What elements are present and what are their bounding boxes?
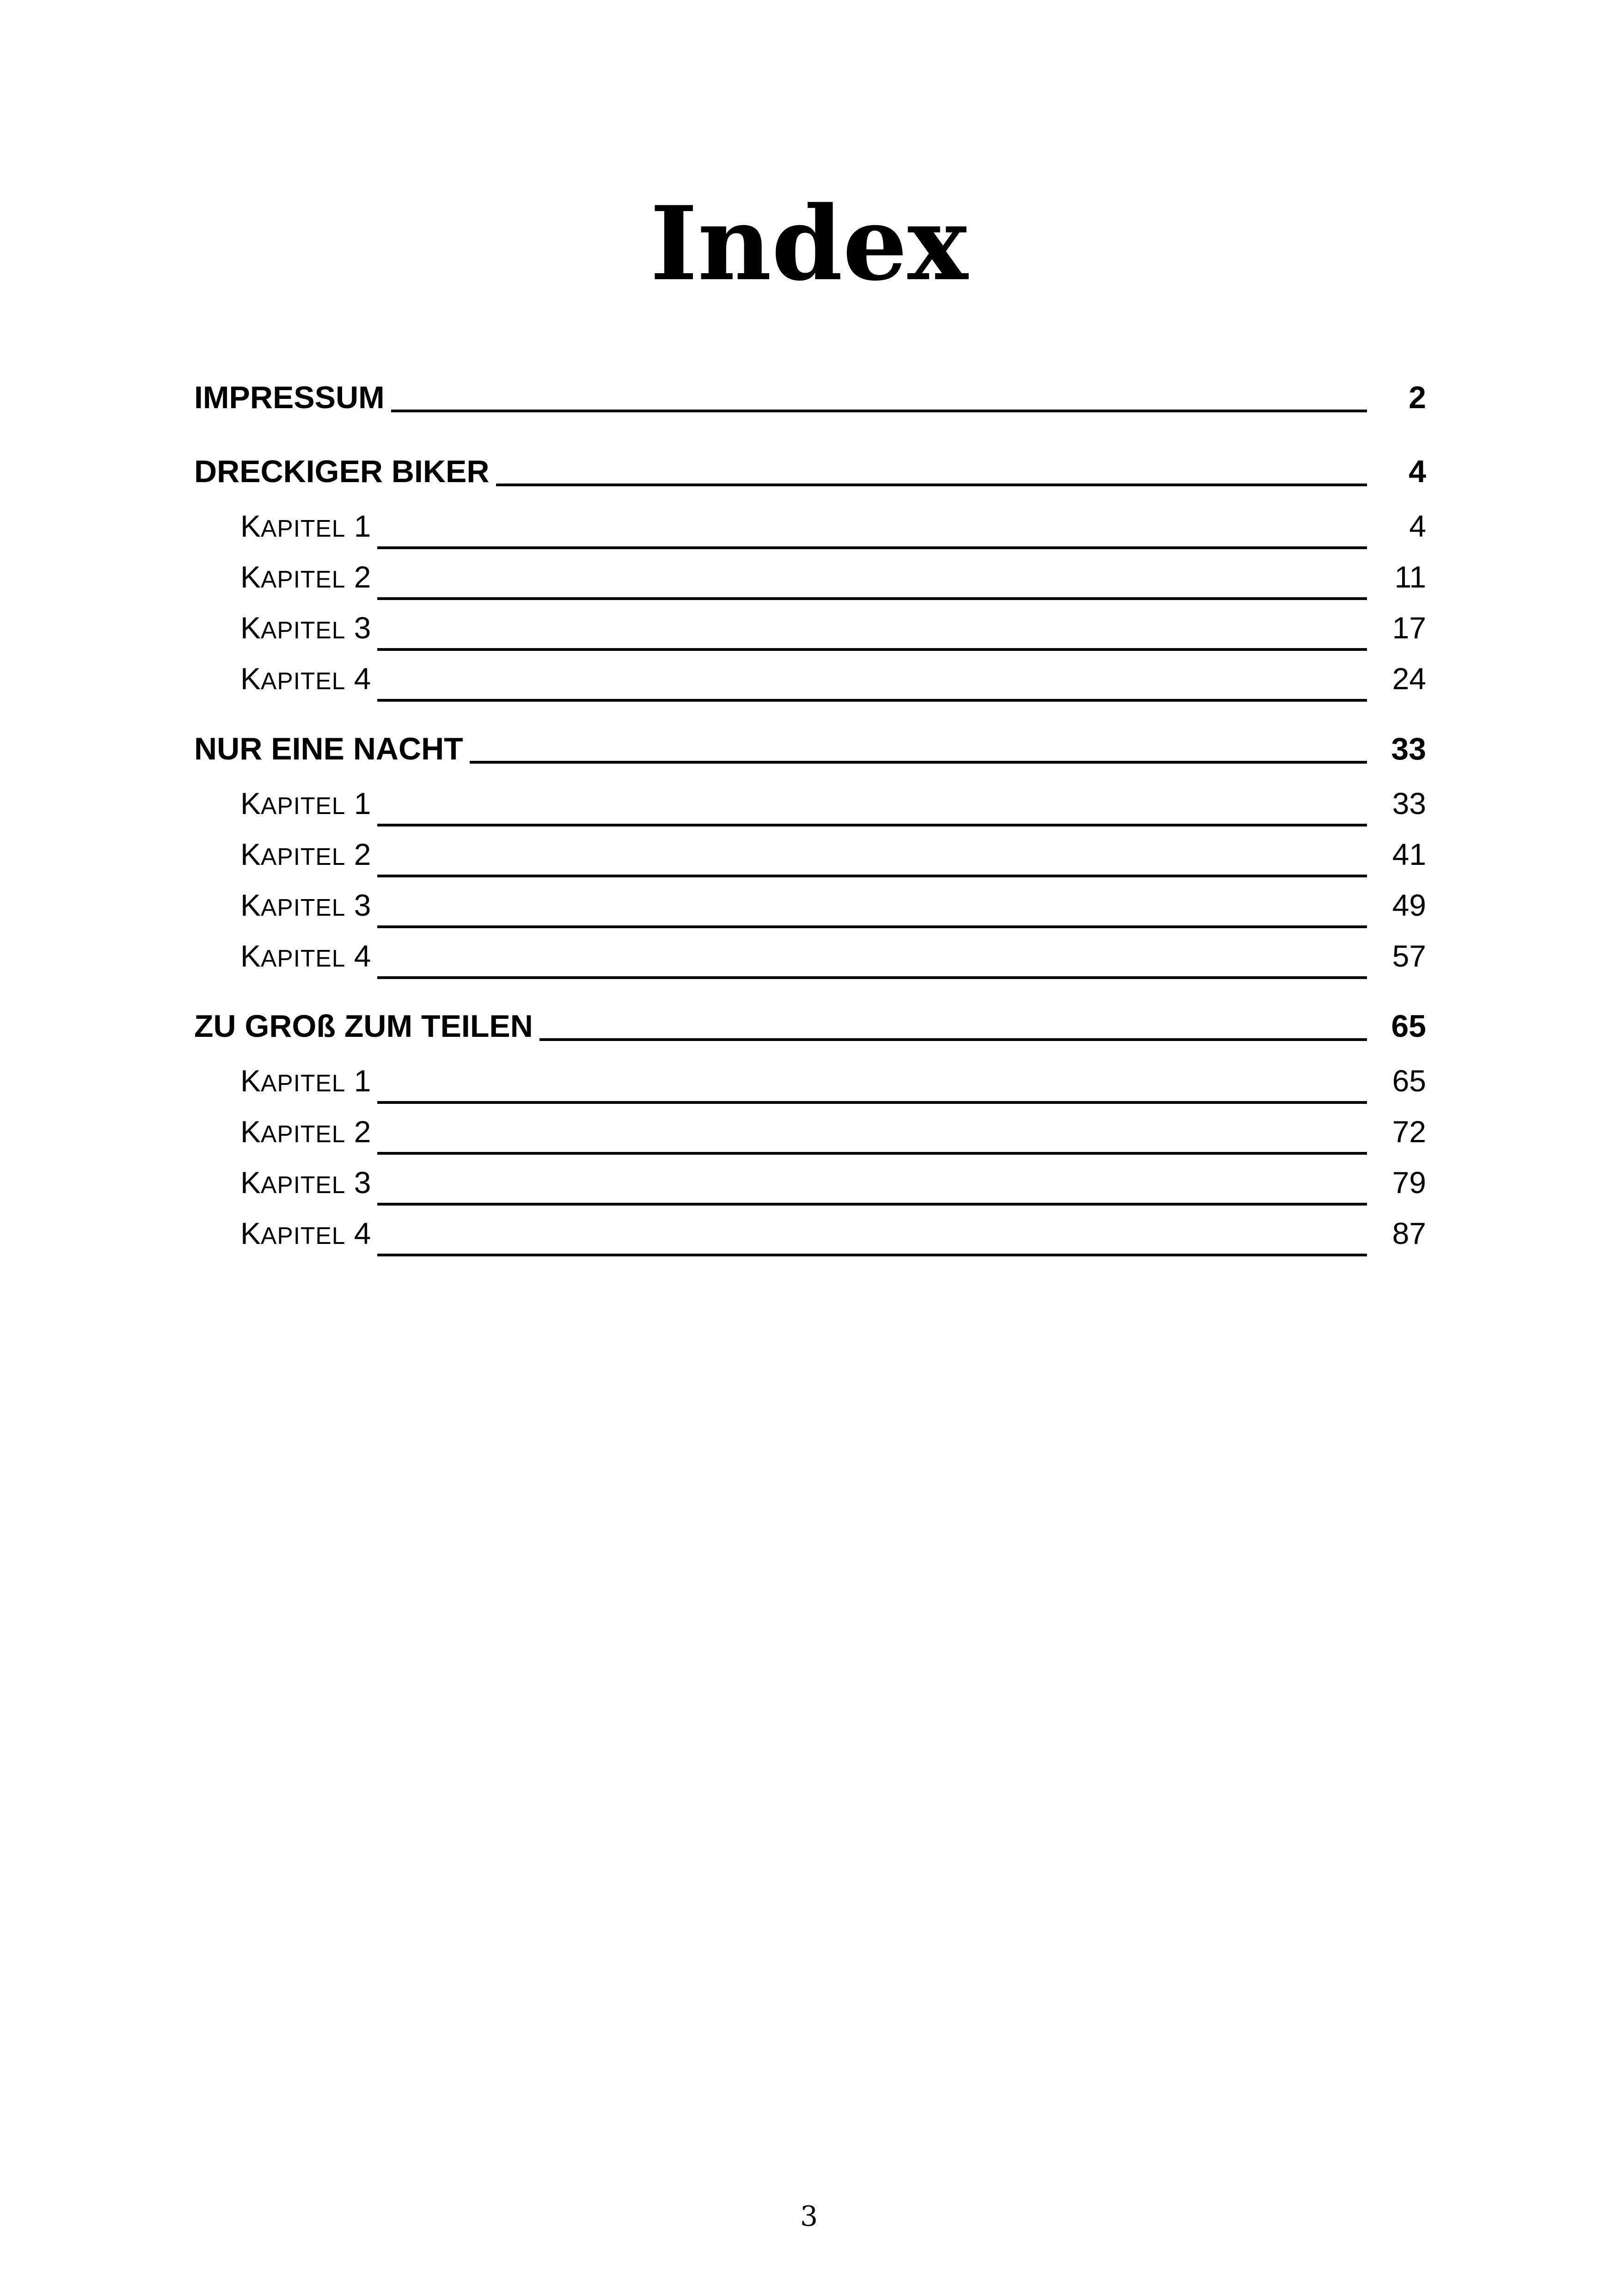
toc-chapter-entry[interactable] [194, 1165, 1426, 1216]
toc-entry-label: KAPITEL 3 [240, 611, 371, 645]
toc-page-number: 4 [1409, 454, 1426, 489]
toc-entry-label: KAPITEL 4 [240, 1216, 371, 1250]
toc-page-number: 17 [1392, 611, 1426, 645]
toc-page-number: 11 [1394, 560, 1426, 594]
toc-section-entry[interactable] [194, 361, 1426, 435]
toc-page-number: 41 [1392, 837, 1426, 871]
toc-leader-line [377, 648, 1367, 651]
toc-section-entry[interactable] [194, 989, 1426, 1063]
toc-chapter-entry[interactable] [194, 508, 1426, 559]
footer-page-number: 3 [800, 2200, 818, 2233]
toc-leader-line [377, 597, 1367, 600]
toc-chapter-entry[interactable] [194, 837, 1426, 888]
toc-entry-label: KAPITEL 3 [240, 1165, 371, 1200]
toc-page-number: 79 [1392, 1165, 1426, 1200]
toc-chapter-entry[interactable] [194, 610, 1426, 661]
toc-entry-label: DRECKIGER BIKER [194, 454, 490, 489]
toc-leader-line [377, 1253, 1367, 1256]
toc-entry-label: KAPITEL 1 [240, 1064, 371, 1098]
toc-page-number: 4 [1409, 509, 1426, 543]
toc-chapter-entry[interactable] [194, 888, 1426, 938]
toc-page-number: 65 [1391, 1009, 1426, 1044]
toc-leader-line [496, 483, 1367, 486]
toc-page-number: 72 [1392, 1114, 1426, 1149]
toc-leader-line [391, 409, 1367, 412]
toc-page-number: 57 [1392, 939, 1426, 973]
toc-section-entry[interactable] [194, 712, 1426, 786]
toc-chapter-entry[interactable] [194, 1216, 1426, 1267]
toc-leader-line [377, 698, 1367, 702]
page-title: Index [650, 184, 968, 304]
toc-entry-label: KAPITEL 1 [240, 509, 371, 543]
toc-chapter-entry[interactable] [194, 1063, 1426, 1114]
toc-page-number: 87 [1392, 1216, 1426, 1250]
toc-leader-line [377, 823, 1367, 827]
toc-entry-label: KAPITEL 3 [240, 888, 371, 922]
toc-section-entry[interactable] [194, 435, 1426, 508]
toc-chapter-entry[interactable] [194, 1114, 1426, 1165]
toc-entry-label: KAPITEL 2 [240, 1114, 371, 1149]
toc-chapter-entry[interactable] [194, 661, 1426, 712]
toc-entry-label: KAPITEL 4 [240, 939, 371, 973]
toc-leader-line [539, 1038, 1367, 1041]
toc-entry-label: KAPITEL 2 [240, 560, 371, 594]
toc-entry-label: IMPRESSUM [194, 380, 385, 415]
toc-page-number: 65 [1392, 1064, 1426, 1098]
toc-leader-line [377, 1151, 1367, 1155]
toc-leader-line [377, 925, 1367, 928]
toc-leader-line [377, 976, 1367, 979]
toc-leader-line [377, 1202, 1367, 1206]
toc-chapter-entry[interactable] [194, 786, 1426, 837]
toc-leader-line [377, 874, 1367, 877]
toc-entry-label: KAPITEL 2 [240, 837, 371, 871]
toc-leader-line [470, 760, 1367, 764]
toc-page-number: 33 [1391, 731, 1426, 766]
toc-entry-label: ZU GROß ZUM TEILEN [194, 1009, 533, 1044]
toc-leader-line [377, 1101, 1367, 1104]
toc-chapter-entry[interactable] [194, 559, 1426, 610]
toc-entry-label: KAPITEL 1 [240, 786, 371, 820]
toc-chapter-entry[interactable] [194, 938, 1426, 989]
toc-page-number: 24 [1392, 661, 1426, 696]
table-of-contents [194, 361, 1426, 1267]
toc-page-number: 49 [1392, 888, 1426, 922]
toc-entry-label: NUR EINE NACHT [194, 731, 463, 766]
toc-page-number: 33 [1392, 786, 1426, 820]
toc-leader-line [377, 546, 1367, 549]
toc-entry-label: KAPITEL 4 [240, 661, 371, 696]
toc-page-number: 2 [1409, 380, 1426, 415]
